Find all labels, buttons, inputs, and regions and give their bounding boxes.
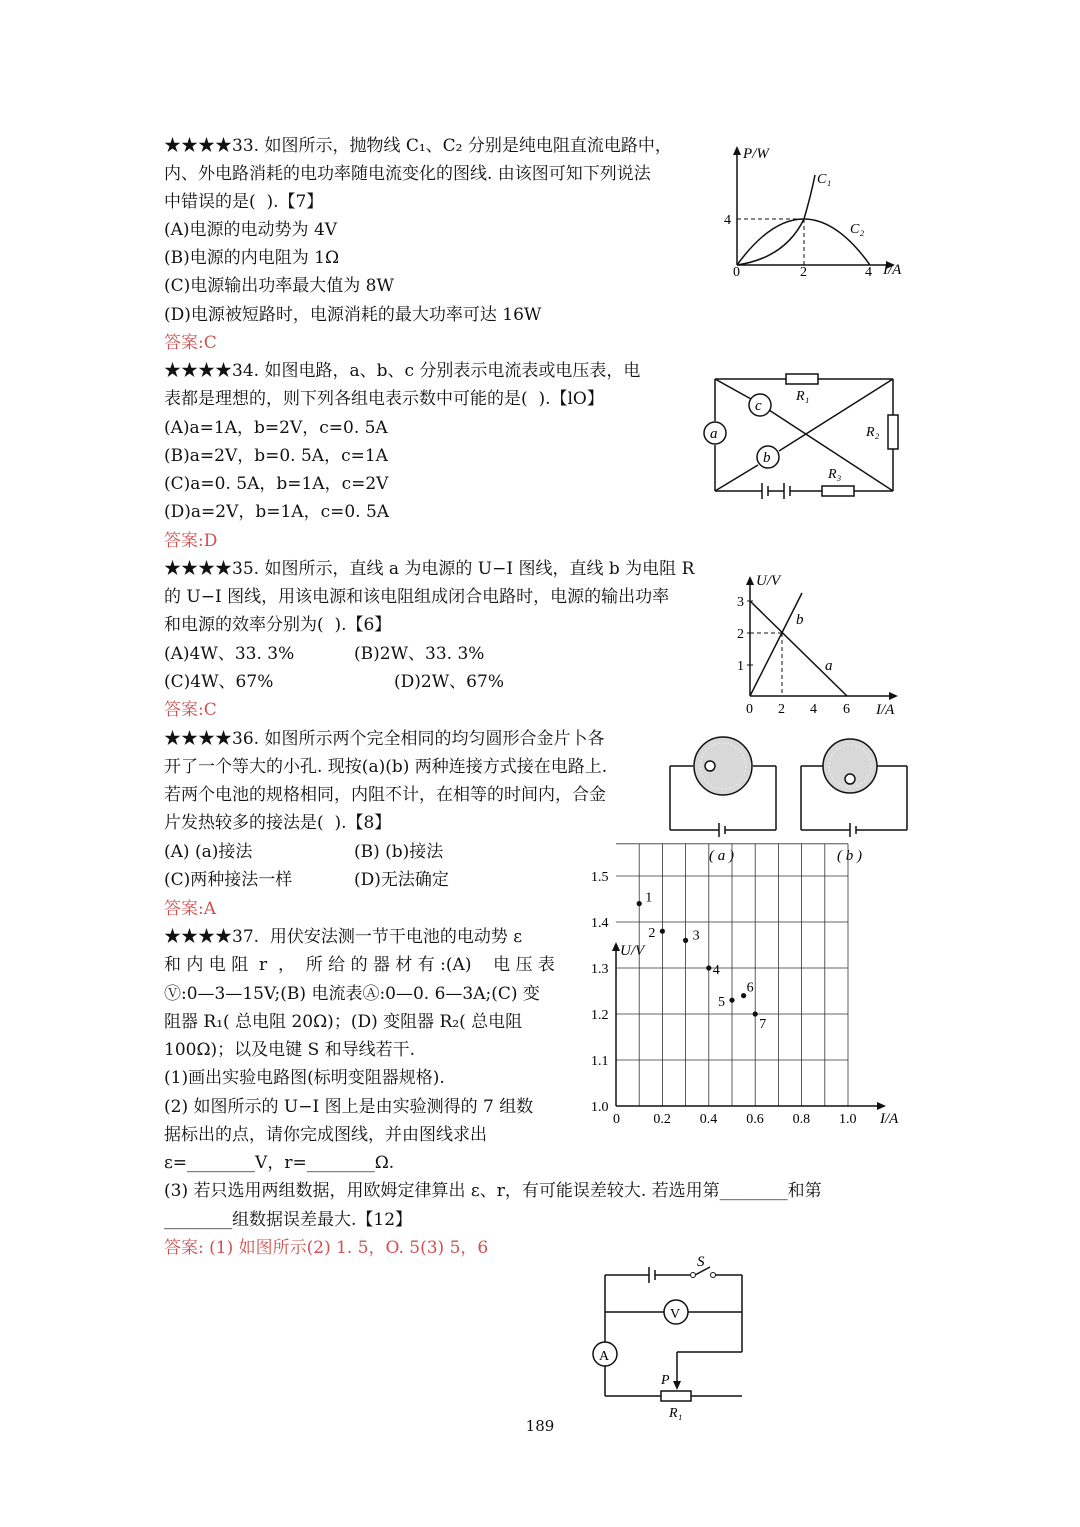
q35-xtick-2: 2 [778,702,785,717]
page-number: 189 [525,1417,555,1435]
q37-line-5: 100Ω)；以及电键 S 和导线若干. [164,1040,416,1060]
q35-line-2: 的 U−I 图线，用该电源和该电阻组成闭合电路时，电源的输出功率 [164,587,670,607]
q37-circuit-voltmeter-label: V [670,1307,681,1322]
q37-data-point [683,938,688,943]
q36-label-a: ( a ) [709,848,734,864]
q36-line-3: 若两个电池的规格相同，内阻不计，在相等的时间内，合金 [164,785,606,805]
q33-option-c: (C)电源输出功率最大值为 8W [164,276,394,296]
q33-xtick-4: 4 [865,265,872,280]
q36-option-a: (A) (a)接法 [164,842,253,862]
q33-line-3: 中错误的是( ).【7】 [164,192,324,212]
q34-r3-label: R₃ [828,467,842,482]
q34-meter-a-label: a [710,426,718,442]
q35-ylabel: U/V [756,573,781,589]
q35-option-d: (D)2W、67% [394,672,504,692]
q37-data-point-label: 5 [718,995,725,1011]
q37-data-point [706,965,711,970]
q35-ui-graph [730,568,910,718]
q37-data-point-label: 1 [645,890,653,906]
q37-ytick-label: 1.3 [591,962,609,977]
q37-xlabel: I/A [880,1111,899,1127]
q34-answer: 答案:D [164,531,218,551]
q37-xtick-label: 0.2 [653,1112,671,1127]
q37-line-7: (2) 如图所示的 U−I 图上是由实验测得的 7 组数 [164,1097,534,1117]
q36-disc-circuits [665,735,915,870]
q35-answer: 答案:C [164,700,217,720]
q34-option-c: (C)a=0. 5A，b=1A，c=2V [164,474,389,494]
q33-xtick-0: 0 [733,265,740,280]
q33-ytick-4: 4 [724,213,731,228]
q37-data-point [753,1011,758,1016]
q37-line-11: ________组数据误差最大.【12】 [164,1210,413,1230]
q33-xtick-2: 2 [800,265,807,280]
q37-data-point-label: 2 [648,926,656,942]
q37-data-point-label: 3 [692,928,700,944]
q37-data-point [729,998,734,1003]
q37-data-point-label: 7 [759,1017,767,1032]
q37-ytick-label: 1.5 [591,870,609,885]
q35-line-3: 和电源的效率分别为( ).【6】 [164,615,392,635]
q35-xtick-4: 4 [810,702,817,717]
q37-line-8: 据标出的点，请你完成图线，并由图线求出 [164,1125,487,1145]
q37-ytick-label: 1.2 [591,1008,609,1023]
q37-ytick-label: 1.0 [591,1100,609,1115]
q35-option-b: (B)2W、33. 3% [354,644,485,664]
q34-meter-c-label: c [755,398,762,414]
q33-line-1: ★★★★33. 如图所示，抛物线 C₁、C₂ 分别是纯电阻直流电路中， [164,136,672,156]
q33-option-a: (A)电源的电动势为 4V [164,220,338,240]
q37-ytick-label: 1.4 [591,916,609,931]
q37-xtick-label: 0 [613,1112,620,1127]
q37-ui-graph [588,870,908,1128]
q35-option-a: (A)4W、33. 3% [164,644,295,664]
q37-line-9: ε=________V，r=________Ω. [164,1153,395,1173]
q37-answer: 答案: (1) 如图所示(2) 1. 5，O. 5(3) 5，6 [164,1238,489,1258]
q33-curve-c2-label: C₂ [850,222,865,237]
q34-meter-b-label: b [763,450,771,466]
q37-circuit-switch-label: S [697,1254,705,1270]
q36-option-b: (B) (b)接法 [354,842,444,862]
q37-line-6: (1)画出实验电路图(标明变阻器规格). [164,1068,445,1088]
q33-option-d: (D)电源被短路时，电源消耗的最大功率可达 16W [164,305,542,325]
q36-line-1: ★★★★36. 如图所示两个完全相同的均匀圆形合金片卜各 [164,729,605,749]
q37-line-10: (3) 若只选用两组数据，用欧姆定律算出 ε、r，有可能误差较大. 若选用第________和第 [164,1181,822,1201]
q35-line-a-label: a [825,658,833,674]
q34-option-a: (A)a=1A，b=2V，c=0. 5A [164,418,388,438]
q35-xtick-0: 0 [746,702,753,717]
q34-r1-label: R₁ [796,389,810,404]
q36-label-b: ( b ) [837,848,862,864]
q37-data-point-label: 6 [746,980,754,996]
q35-line-1: ★★★★35. 如图所示，直线 a 为电源的 U−I 图线，直线 b 为电阻 R [164,559,695,579]
q36-line-2: 开了一个等大的小孔. 现按(a)(b) 两种连接方式接在电路上. [164,757,608,777]
q37-circuit-ammeter-label: A [599,1349,610,1364]
q37-line-4: 阻器 R₁( 总电阻 20Ω)；(D) 变阻器 R₂( 总电阻 [164,1012,523,1032]
q37-circuit-r1-label: R₁ [669,1406,683,1421]
q37-line-2: 和 内 电 阻 r ， 所 给 的 器 材 有 :(A) 电 压 表 [164,955,555,975]
q36-line-4: 片发热较多的接法是( ).【8】 [164,813,392,833]
q37-data-point [741,993,746,998]
q33-power-graph [715,140,915,280]
q35-option-c: (C)4W、67% [164,672,274,692]
q35-ytick-1: 1 [737,659,744,674]
q33-line-2: 内、外电路消耗的电功率随电流变化的图线. 由该图可知下列说法 [164,164,651,184]
q34-circuit [700,367,910,499]
q34-option-d: (D)a=2V，b=1A，c=0. 5A [164,502,390,522]
q37-xtick-label: 0.8 [792,1112,811,1127]
q36-answer: 答案:A [164,899,217,919]
q37-ylabel: U/V [620,943,645,959]
q34-line-1: ★★★★34. 如图电路，a、b、c 分别表示电流表或电压表，电 [164,361,641,381]
q37-xtick-label: 1.0 [839,1112,857,1127]
q35-line-b-label: b [796,612,804,628]
q35-ytick-3: 3 [737,595,744,610]
q34-line-2: 表都是理想的，则下列各组电表示数中可能的是( ).【lO】 [164,389,604,409]
q36-option-c: (C)两种接法一样 [164,870,293,890]
q35-xtick-6: 6 [843,702,850,717]
q34-option-b: (B)a=2V，b=0. 5A，c=1A [164,446,388,466]
q35-ytick-2: 2 [737,627,744,642]
q36-option-d: (D)无法确定 [354,870,449,890]
q35-xlabel: I/A [876,702,895,718]
q37-line-3: Ⓥ:0—3—15V;(B) 电流表Ⓐ:0—0. 6—3A;(C) 变 [164,984,540,1004]
q37-data-point-label: 4 [712,963,720,978]
q37-data-point [637,901,642,906]
q33-answer: 答案:C [164,333,217,353]
q37-line-1: ★★★★37. 用伏安法测一节干电池的电动势 ε [164,927,523,947]
q37-xtick-label: 0.4 [699,1112,718,1127]
q37-answer-circuit [585,1252,765,1422]
q33-option-b: (B)电源的内电阻为 1Ω [164,248,340,268]
q33-ylabel: P/W [743,146,769,162]
q33-curve-c1-label: C₁ [817,172,832,187]
q37-circuit-slider-label: P [661,1373,670,1388]
q37-ytick-label: 1.1 [591,1054,609,1069]
q34-r2-label: R₂ [866,425,880,440]
q33-xlabel: I/A [883,262,902,278]
q37-xtick-label: 0.6 [746,1112,764,1127]
q37-data-point [660,929,665,934]
